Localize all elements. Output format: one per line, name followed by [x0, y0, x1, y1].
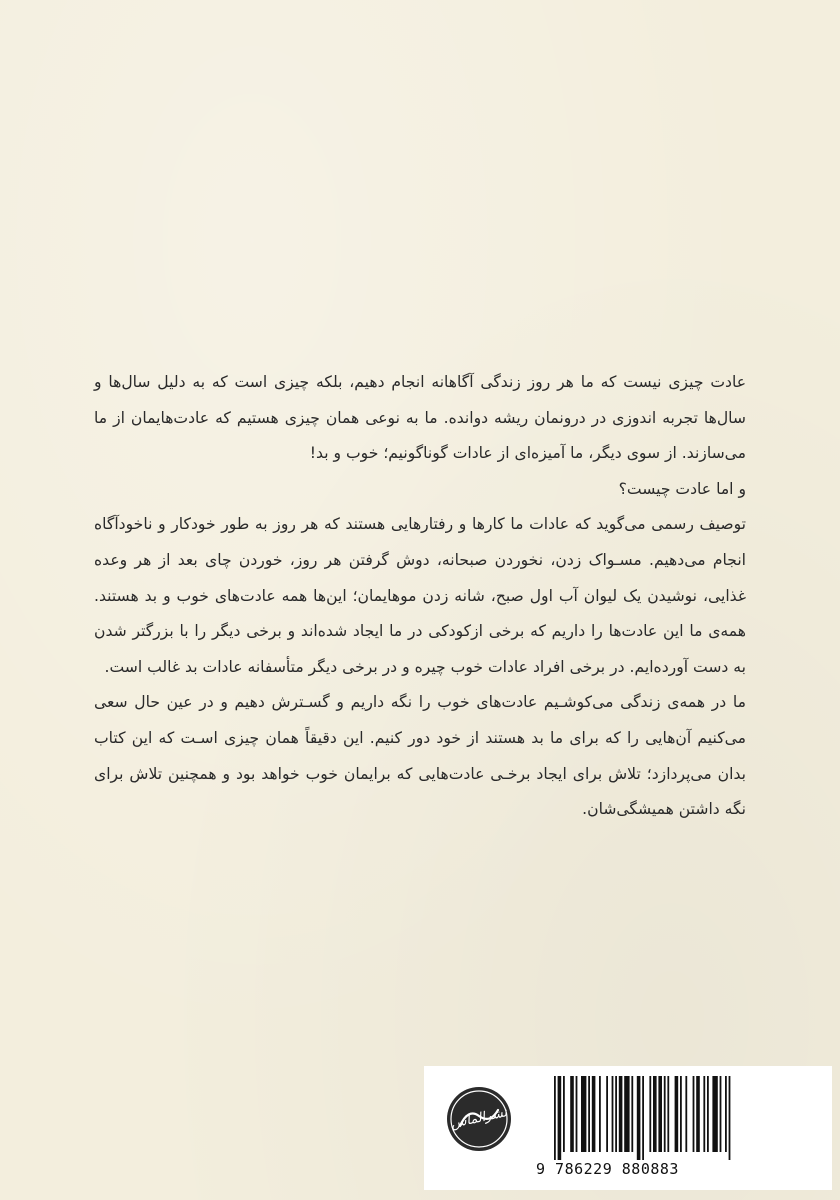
- barcode-bar: [631, 1076, 633, 1152]
- barcode-bar: [588, 1076, 590, 1152]
- barcode-bar: [606, 1076, 608, 1152]
- barcode-bar: [693, 1076, 695, 1152]
- barcode-bar: [637, 1076, 641, 1160]
- barcode-bar: [696, 1076, 700, 1152]
- back-cover-text: [94, 365, 746, 828]
- barcode-bar: [624, 1076, 629, 1152]
- publisher-logo-icon: [446, 1086, 512, 1152]
- barcode-bar: [720, 1076, 722, 1152]
- barcode-bar: [664, 1076, 666, 1152]
- paragraph-intro: عادت چیزی نیست که ما هر روز زندگی آگاهانه انجام دهیم، بلکه چیزی است که به دلیل سال‌ها و سال‌ها تجربه اندوزی در درونمان ریشه دوانده. ما به نوعی همان چیزی هستیم که عادت‌هایمان از ما می‌سازند. از سوی دیگر، ما آمیزه‌ای از عادات گوناگونیم؛ خوب و بد!: [94, 373, 746, 463]
- barcode-bar: [615, 1076, 617, 1152]
- barcode-bar: [667, 1076, 669, 1152]
- paragraph-conclusion: ما در همه‌ی زندگی می‌کوشـیم عادت‌های خوب را نگه داریم و گسـترش دهیم و در عین حال سعی می‌کنیم آن‌هایی را که برای ما بد هستند از خود دور کنیم. این دقیقاً همان چیزی اسـت که این کتاب بدان می‌پردازد؛ تلاش برای ایجاد برخـی عادت‌هایی که برایمان خوب خواهد بود و همچنین تلاش برای نگه داشتن همیشگی‌شان.: [94, 693, 746, 819]
- barcode-bar: [576, 1076, 578, 1152]
- barcode-bar: [649, 1076, 651, 1152]
- barcode-bar: [619, 1076, 623, 1152]
- barcode-bar: [592, 1076, 596, 1152]
- isbn-number: 9 786229 880883: [536, 1160, 679, 1178]
- barcode-bar: [599, 1076, 601, 1152]
- barcode-bar: [685, 1076, 687, 1152]
- barcode-bar: [712, 1076, 717, 1152]
- barcode-bar: [653, 1076, 657, 1152]
- barcode-bar: [558, 1076, 562, 1160]
- barcode-bar: [658, 1076, 662, 1152]
- barcode-bar: [612, 1076, 614, 1152]
- paragraph-question: و اما عادت چیست؟: [618, 479, 746, 498]
- barcode-bar: [680, 1076, 682, 1152]
- barcode-bar: [581, 1076, 586, 1152]
- barcode-bar: [707, 1076, 709, 1152]
- barcode-bar: [675, 1076, 679, 1152]
- barcode-bar: [703, 1076, 705, 1152]
- barcode-icon: [552, 1076, 810, 1160]
- barcode-bar: [642, 1076, 644, 1160]
- barcode-bar: [554, 1076, 556, 1160]
- barcode-bar: [563, 1076, 565, 1152]
- paragraph-definition: توصیف رسمی می‌گوید که عادات ما کارها و رفتارهایی هستند که هر روز به طور خودکار و ناخودآگاه انجام می‌دهیم. مسـواک زدن، نخوردن صبحانه، دوش گرفتن هر روز، خوردن چای بعد از هر وعده غذایی، نوشیدن یک لیوان آب اول صبح، شانه زدن موهایمان؛ این‌ها همه عادت‌های خوب و بد هستند. همه‌ی ما این عادت‌ها را داریم که برخی ازکودکی در ما ایجاد شده‌اند و برخی دیگر را با بزرگتر شدن به دست آورده‌ایم. در برخی افراد عادات خوب چیره و در برخی دیگر متأسفانه عادات بد غالب است.: [94, 515, 746, 676]
- barcode-bar: [725, 1076, 727, 1152]
- barcode-panel: [424, 1066, 832, 1190]
- publisher-logo-text: نشرالماس: [449, 1105, 509, 1132]
- barcode-bar: [570, 1076, 574, 1152]
- barcode-bar: [729, 1076, 731, 1160]
